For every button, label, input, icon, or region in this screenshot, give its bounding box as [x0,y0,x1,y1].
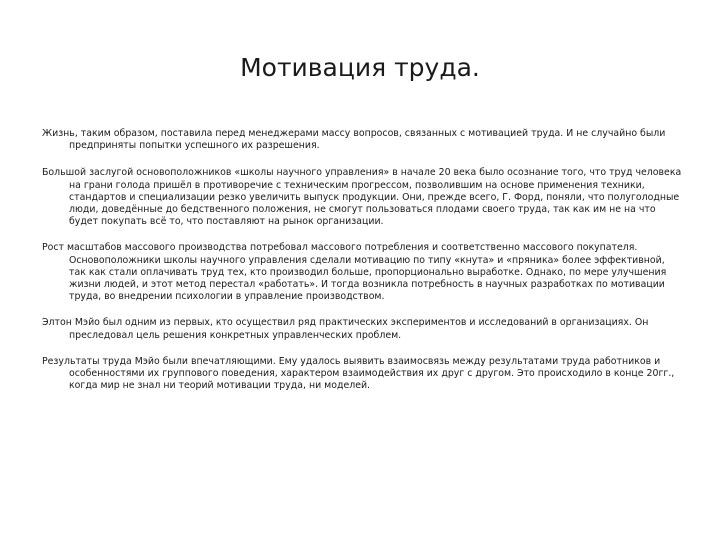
paragraph-mass-production: Рост масштабов массового производства потребовал массового потребления и соответственно массового покупателя. Основоположники школы научного управления сделали мотивацию по типу «кнута» и «пряника» более эффективной, так как стали оплачивать труд тех, кто производил больше, пропорционально выработке. Однако, по мере улучшения жизни людей, и этот метод перестал «работать». И тогда возникла потребность в научных разработках по мотивации труда, во внедрении психологии в управление производством. [42,242,667,303]
paragraph-elton-mayo: Элтон Мэйо был одним из первых, кто осуществил ряд практических экспериментов и исследований в организациях. Он преследовал цель решения конкретных управленческих проблем. [42,317,649,341]
paragraph-scientific-management: Большой заслугой основоположников «школы научного управления» в начале 20 века было осознание того, что труд человека на грани голода пришёл в противоречие с техническим прогрессом, позволившим на основе применения техники, стандартов и специализации резко увеличить выпуск продукции. Они, прежде всего, Г. Форд, поняли, что полуголодные люди, доведённые до бедственного положения, не смогут пользоваться плодами своего труда, так как им не на что будет покупать всё то, что поставляют на рынок организации. [42,167,682,228]
paragraph-questions: Жизнь, таким образом, поставила перед менеджерами массу вопросов, связанных с мотивацией труда. И не случайно были предприняты попытки успешного их разрешения. [42,128,666,152]
slide-title: Мотивация труда. [240,53,480,82]
paragraph-mayo-results: Результаты труда Мэйо были впечатляющими. Ему удалось выявить взаимосвязь между результатами труда работников и особенностями их группового поведения, характером взаимодействия их друг с другом. Это происходило в конце 20гг., когда мир не знал ни теорий мотивации труда, ни моделей. [42,355,675,392]
slide-body [42,128,682,406]
